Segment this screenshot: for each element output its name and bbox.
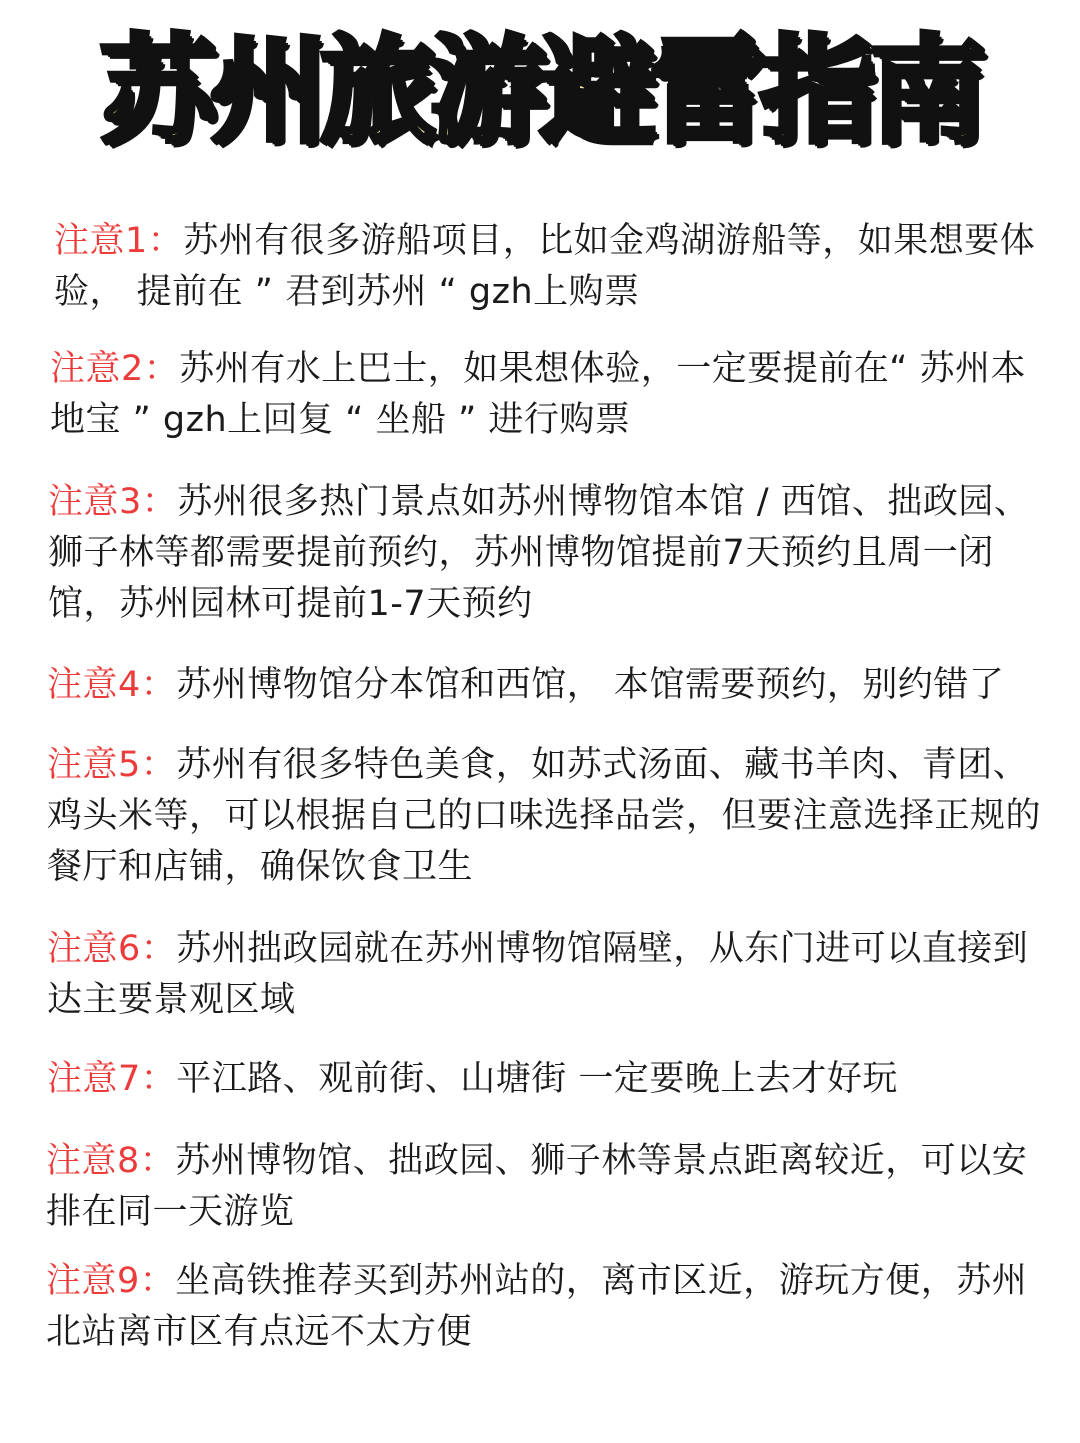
tip-text: 苏州有很多特色美食，如苏式汤面、藏书羊肉、青团、鸡头米等，可以根据自己的口味选择品尝，但要注意选择正规的餐厅和店铺，确保饮食卫生: [47, 745, 1042, 887]
tip-item-6: [47, 924, 1048, 1026]
tip-text: 苏州很多热门景点如苏州博物馆本馆 / 西馆、拙政园、狮子林等都需要提前预约，苏州博物馆提前7天预约且周一闭馆，苏州园林可提前1-7天预约: [48, 482, 1030, 624]
tip-text: 苏州有很多游船项目，比如金鸡湖游船等，如果想要体验， 提前在 ” 君到苏州 “ gzh上购票: [54, 221, 1036, 312]
tip-item-1: [54, 216, 1048, 318]
tip-label: 注意4：: [47, 665, 177, 705]
tip-label: 注意8：: [46, 1141, 176, 1181]
tip-text: 苏州拙政园就在苏州博物馆隔壁，从东门进可以直接到达主要景观区域: [47, 929, 1029, 1020]
tip-label: 注意9：: [46, 1261, 176, 1301]
tip-item-5: [47, 740, 1048, 893]
tip-item-2: [50, 344, 1048, 446]
tip-text: 平江路、观前街、山塘街 一定要晚上去才好玩: [176, 1059, 898, 1099]
tip-item-4: [47, 660, 1048, 711]
tip-item-7: [47, 1054, 1048, 1105]
tip-label: 注意5：: [47, 745, 177, 785]
tip-label: 注意7：: [47, 1059, 177, 1099]
tip-label: 注意6：: [47, 929, 177, 969]
tip-text: 苏州有水上巴士，如果想体验，一定要提前在“ 苏州本地宝 ” gzh上回复 “ 坐船 ” 进行购票: [50, 349, 1027, 440]
tip-text: 苏州博物馆、拙政园、狮子林等景点距离较近，可以安排在同一天游览: [46, 1141, 1028, 1232]
page-title: 苏州旅游避雷指南: [100, 24, 980, 159]
tip-item-9: [46, 1256, 1048, 1358]
tip-text: 苏州博物馆分本馆和西馆， 本馆需要预约，别约错了: [176, 665, 1005, 705]
tip-label: 注意1：: [54, 221, 184, 261]
tip-item-8: [46, 1136, 1048, 1238]
tip-text: 坐高铁推荐买到苏州站的，离市区近，游玩方便，苏州北站离市区有点远不太方便: [46, 1261, 1028, 1352]
tip-label: 注意2：: [50, 349, 180, 389]
tip-item-3: [48, 477, 1048, 630]
tip-label: 注意3：: [48, 482, 178, 522]
